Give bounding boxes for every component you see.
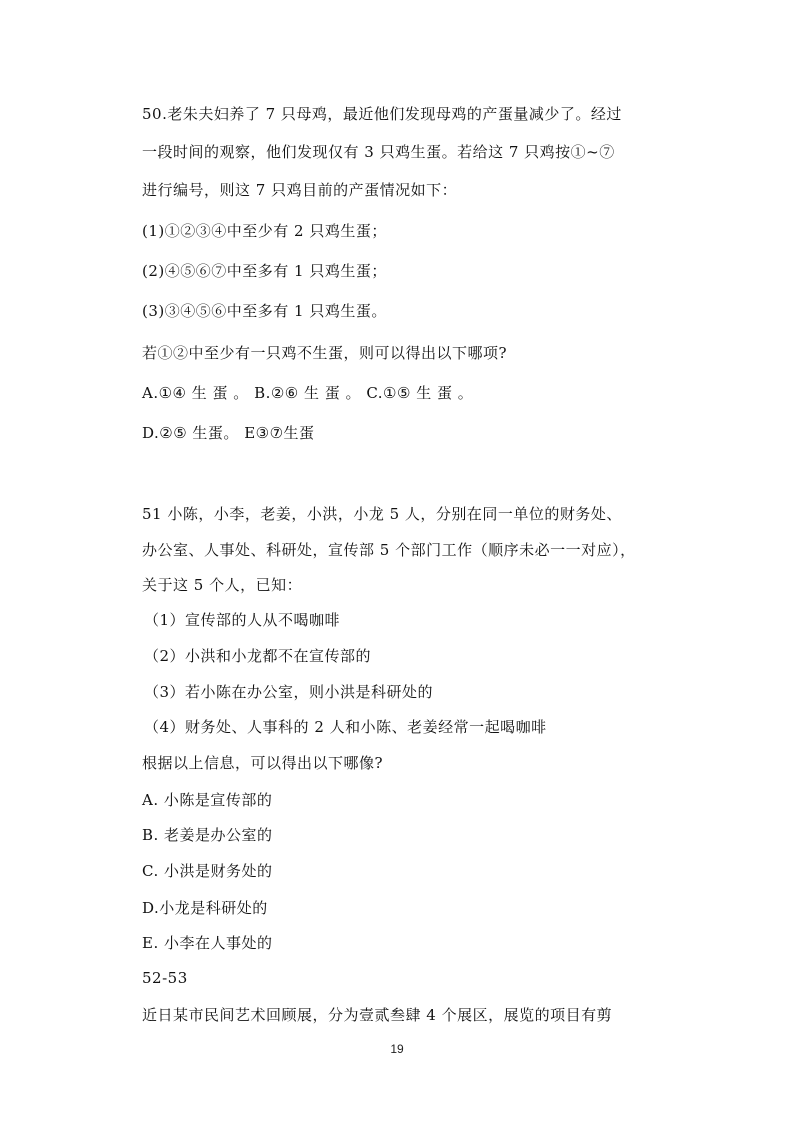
q51-option-e: E. 小李在人事处的 <box>142 934 273 952</box>
q50-options-abc: A.①④ 生 蛋 。 B.②⑥ 生 蛋 。 C.①⑤ 生 蛋 。 <box>142 384 474 402</box>
q52-heading: 52-53 <box>142 969 188 987</box>
q51-option-d: D.小龙是科研处的 <box>142 899 268 917</box>
q50-line-1: 50.老朱夫妇养了 7 只母鸡，最近他们发现母鸡的产蛋量减少了。经过 <box>142 105 622 123</box>
q50-condition-2: (2)④⑤⑥⑦中至多有 1 只鸡生蛋； <box>142 262 387 280</box>
q51-line-3: 关于这 5 个人，已知： <box>142 576 303 594</box>
q51-question: 根据以上信息，可以得出以下哪像? <box>142 754 384 772</box>
q50-condition-3: (3)③④⑤⑥中至多有 1 只鸡生蛋。 <box>142 302 387 320</box>
q51-line-2: 办公室、人事处、科研处，宣传部 5 个部门工作（顺序未必一一对应）， <box>142 541 636 559</box>
page-number: 19 <box>390 1042 404 1056</box>
q50-line-3: 进行编号，则这 7 只鸡目前的产蛋情况如下： <box>142 181 458 199</box>
q50-condition-1: (1)①②③④中至少有 2 只鸡生蛋； <box>142 222 387 240</box>
q51-option-b: B. 老姜是办公室的 <box>142 826 273 844</box>
q50-question: 若①②中至少有一只鸡不生蛋，则可以得出以下哪项? <box>142 344 508 362</box>
q51-option-a: A. 小陈是宣传部的 <box>142 791 273 809</box>
q51-condition-4: （4）财务处、人事科的 2 人和小陈、老姜经常一起喝咖啡 <box>144 718 547 736</box>
q51-condition-2: （2）小洪和小龙都不在宣传部的 <box>144 647 372 665</box>
q50-line-2: 一段时间的观察，他们发现仅有 3 只鸡生蛋。若给这 7 只鸡按①~⑦ <box>142 143 615 161</box>
q52-line-1: 近日某市民间艺术回顾展，分为壹贰叁肆 4 个展区，展览的项目有剪 <box>142 1006 613 1024</box>
q51-condition-3: （3）若小陈在办公室，则小洪是科研处的 <box>144 683 434 701</box>
q51-line-1: 51 小陈，小李，老姜，小洪，小龙 5 人，分别在同一单位的财务处、 <box>142 505 622 523</box>
q51-condition-1: （1）宣传部的人从不喝咖啡 <box>144 611 341 629</box>
q51-option-c: C. 小洪是财务处的 <box>142 862 273 880</box>
q50-options-de: D.②⑤ 生蛋。 E③⑦生蛋 <box>142 424 315 442</box>
